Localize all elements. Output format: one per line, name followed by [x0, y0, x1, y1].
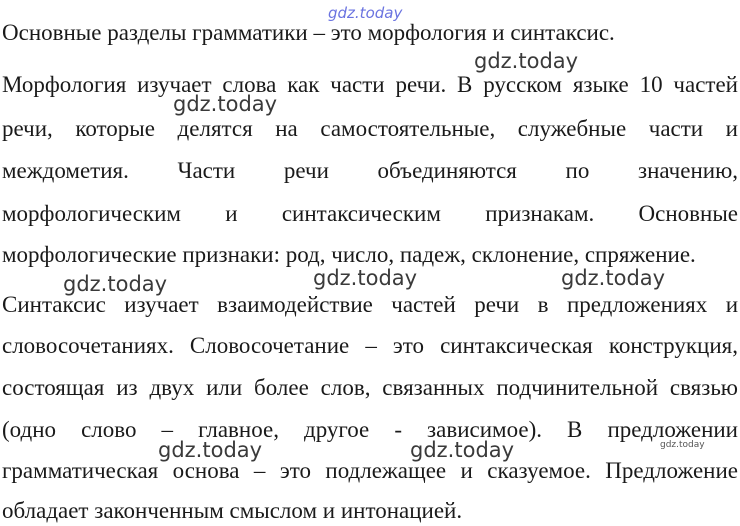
text-line-12: обладает законченным смыслом и интонацией.: [2, 498, 463, 523]
text-line-10: (одно слово – главное, другое - зависимое). В предложении: [2, 417, 738, 442]
text-line-6: морфологические признаки: род, число, падеж, склонение, спряжение.: [2, 242, 696, 267]
text-line-2: Морфология изучает слова как части речи. В русском языке 10 частей: [2, 72, 738, 97]
text-line-3: речи, которые делятся на самостоятельные, служебные части и: [2, 116, 738, 141]
text-line-7: Синтаксис изучает взаимодействие частей речи в предложениях и: [2, 292, 738, 317]
text-line-11: грамматическая основа – это подлежащее и сказуемое. Предложение: [2, 458, 738, 483]
watermark: gdz.today: [313, 266, 418, 290]
text-line-1: Основные разделы грамматики – это морфология и синтаксис.: [2, 20, 615, 45]
text-line-8: словосочетаниях. Словосочетание – это синтаксическая конструкция,: [2, 333, 738, 358]
watermark: gdz.today: [410, 438, 515, 462]
watermark: gdz.today: [158, 438, 263, 462]
text-line-4: междометия. Части речи объединяются по значению,: [2, 158, 738, 183]
watermark-small: gdz.today: [660, 440, 705, 450]
watermark: gdz.today: [474, 49, 579, 73]
watermark: gdz.today: [561, 266, 666, 290]
watermark: gdz.today: [63, 272, 168, 296]
watermark-top: gdz.today: [328, 4, 403, 22]
text-line-5: морфологическим и синтаксическим признакам. Основные: [2, 201, 738, 226]
watermark: gdz.today: [173, 92, 278, 116]
text-line-9: состоящая из двух или более слов, связанных подчинительной связью: [2, 375, 738, 400]
